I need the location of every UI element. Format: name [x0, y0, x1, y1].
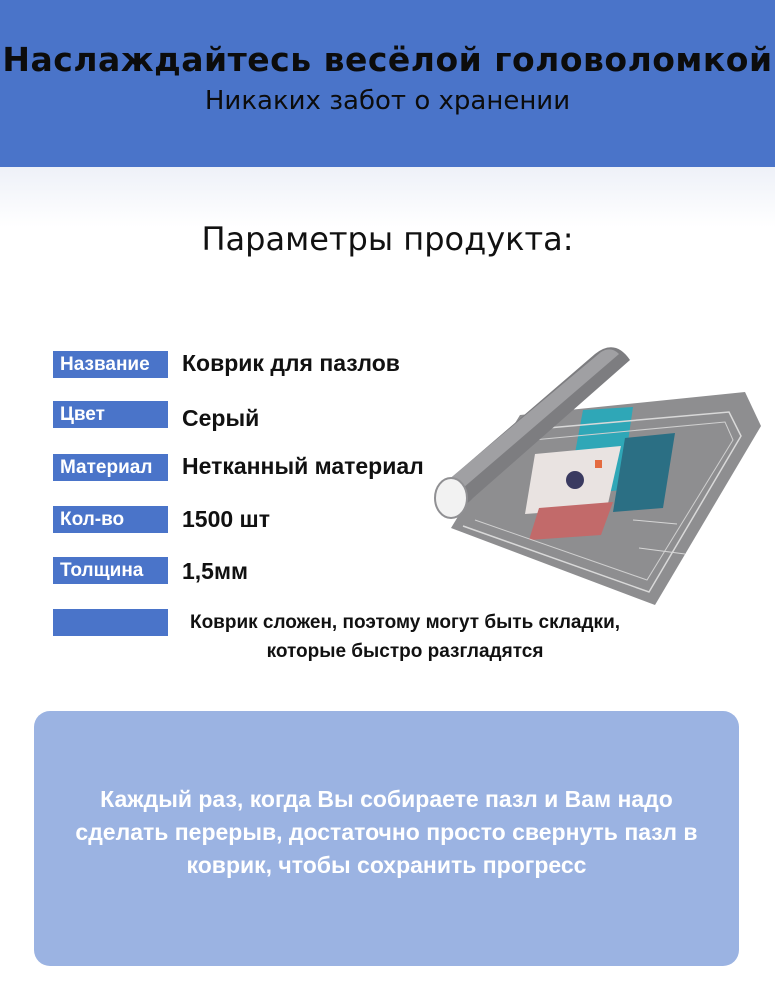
- spec-value-color: Серый: [182, 405, 260, 431]
- header-title: Наслаждайтесь весёлой головоломкой: [2, 40, 773, 79]
- spec-label-name: Название: [53, 351, 168, 378]
- header-subtitle: Никаких забот о хранении: [204, 86, 571, 116]
- puzzle-art-detail: [595, 460, 602, 468]
- spec-label-material: Материал: [53, 454, 168, 481]
- info-text: Каждый раз, когда Вы собираете пазл и Вам надо сделать перерыв, достаточно просто свернуть пазл в коврик, чтобы сохранить прогресс: [75, 786, 698, 878]
- spec-label-thickness: Толщина: [53, 557, 168, 584]
- mat-roll-end: [435, 478, 467, 518]
- spec-value-quantity: 1500 шт: [182, 506, 270, 532]
- header-banner: [0, 0, 775, 167]
- spec-label-blank: [53, 609, 168, 636]
- spec-value-thickness: 1,5мм: [182, 558, 249, 584]
- banner-fade: [0, 167, 775, 227]
- params-heading: Параметры продукта:: [201, 220, 574, 258]
- spec-value-material: Нетканный материал: [182, 453, 424, 479]
- spec-label-quantity: Кол-во: [53, 506, 168, 533]
- fold-note: Коврик сложен, поэтому могут быть складки, которые быстро разгладятся: [189, 612, 621, 662]
- spec-label-color: Цвет: [53, 401, 168, 428]
- info-box: [34, 711, 739, 966]
- spec-value-name: Коврик для пазлов: [182, 350, 400, 376]
- puzzle-mat-image: [425, 340, 765, 615]
- puzzle-art-figure: [566, 471, 584, 489]
